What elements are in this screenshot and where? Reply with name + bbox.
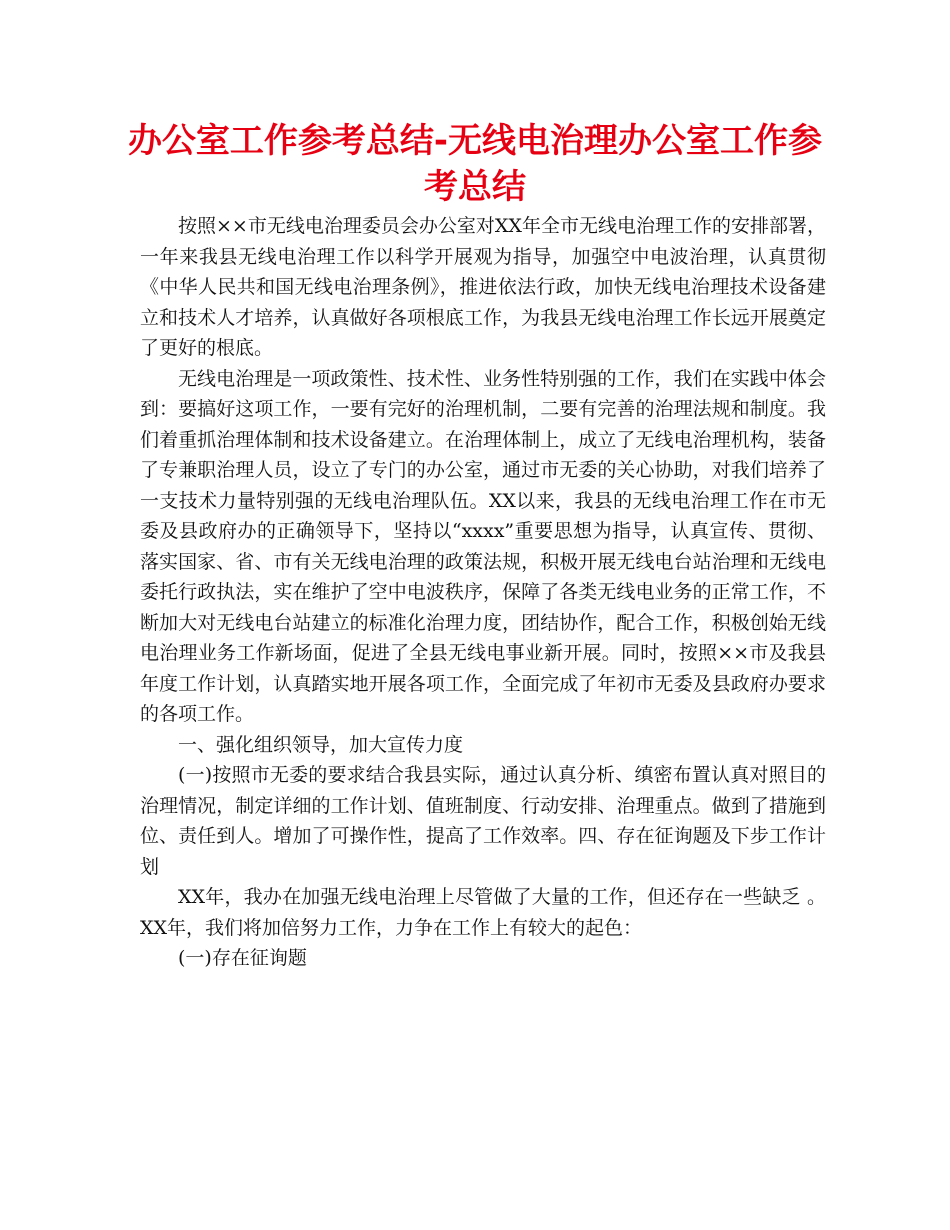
section-heading-1: 一、强化组织领导，加大宣传力度 xyxy=(178,733,464,756)
paragraph-overview: 无线电治理是一项政策性、技术性、业务性特别强的工作，我们在实践中体会到：要搞好这项工作，一要有完好的治理机制，二要有完善的治理法规和制度。我们着重抓治理体制和技术设备建立。在治理体制上，成立了无线电治理机构，装备了专兼职治理人员，设立了专门的办公室，通过市无委的关心协助，对我们培养了一支技术力量特别强的无线电治理队伍。XX以来，我县的无线电治理工作在市无委及县政府办的正确领导下，坚持以“xxxx”重要思想为指导，认真宣传、贯彻、落实国家、省、市有关无线电治理的政策法规，积极开展无线电台站治理和无线电委托行政执法，实在维护了空中电波秩序，保障了各类无线电业务的正常工作，不断加大对无线电台站建立的标准化治理力度，团结协作，配合工作，积极创始无线电治理业务工作新场面，促进了全县无线电事业新开展。同时，按照××市及我县年度工作计划，认真踏实地开展各项工作，全面完成了年初市无委及县政府办要求的各项工作。 xyxy=(140,367,826,725)
subheading-problems: (一)存在征询题 xyxy=(178,947,307,969)
document-title: 办公室工作参考总结-无线电治理办公室工作参考总结 xyxy=(127,121,823,207)
paragraph-shortcomings: XX年，我办在加强无线电治理上尽管做了大量的工作，但还存在一些缺乏 。XX年，我们将加倍努力工作，力争在工作上有较大的起色： xyxy=(140,886,826,939)
document-body xyxy=(140,211,826,974)
paragraph-intro: 按照××市无线电治理委员会办公室对XX年全市无线电治理工作的安排部署，一年来我县无线电治理工作以科学开展观为指导，加强空中电波治理，认真贯彻《中华人民共和国无线电治理条例》，推进依法行政，加快无线电治理技术设备建立和技术人才培养，认真做好各项根底工作，为我县无线电治理工作长远开展奠定了更好的根底。 xyxy=(140,215,826,359)
paragraph-measures: (一)按照市无委的要求结合我县实际，通过认真分析、缜密布置认真对照目的治理情况，制定详细的工作计划、值班制度、行动安排、治理重点。做到了措施到位、责任到人。增加了可操作性，提高了工作效率。四、存在征询题及下步工作计划 xyxy=(140,764,826,878)
